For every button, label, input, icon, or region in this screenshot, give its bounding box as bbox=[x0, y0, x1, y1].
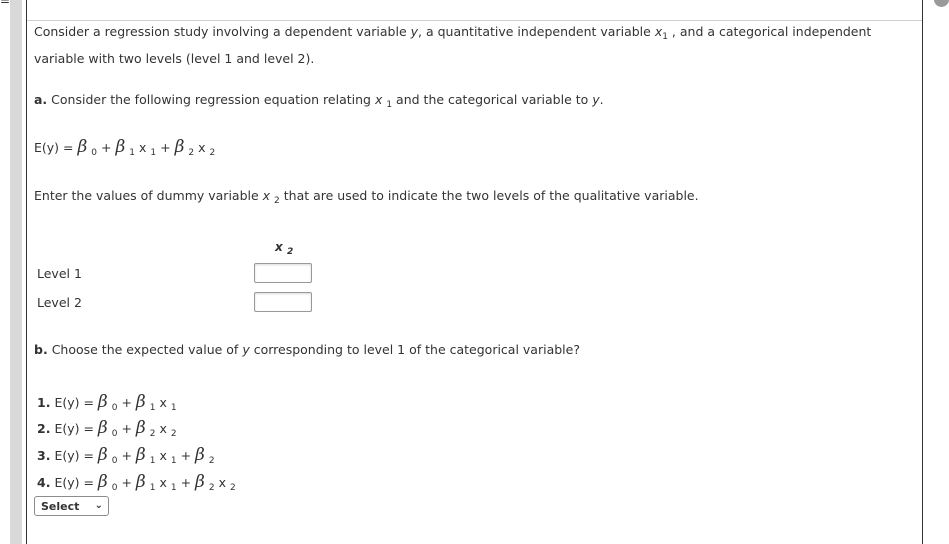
scroll-indicator[interactable] bbox=[934, 0, 949, 7]
option-3: 3. E(y) = β $_0$ + β $_1$ x $_1$ + β $_2$ bbox=[37, 445, 215, 466]
column-header-x2: x $_2$ bbox=[275, 240, 294, 257]
option-1: 1. E(y) = β $_0$ + β $_1$ x $_1$ bbox=[37, 392, 177, 413]
part-a-prompt: a. Consider the following regression equation relating x $_1$ and the categorical variable to y. bbox=[34, 92, 604, 110]
left-border bbox=[26, 0, 27, 544]
chevron-down-icon: ⌄ bbox=[94, 500, 103, 511]
question-intro: Consider a regression study involving a dependent variable y, a quantitative independent variable $x_1$ , and a categorical independent variable with two levels (level 1 and level 2). bbox=[34, 24, 872, 66]
left-gray-bar bbox=[10, 0, 22, 544]
answer-select[interactable] bbox=[34, 496, 109, 516]
dummy-variable-prompt: Enter the values of dummy variable x $_2$ that are used to indicate the two levels of the qualitative variable. bbox=[34, 188, 699, 206]
option-2: 2. E(y) = β $_0$ + β $_2$ x $_2$ bbox=[37, 418, 177, 439]
row-label-level-2: Level 2 bbox=[37, 295, 82, 310]
corner-glyph: = bbox=[0, 0, 11, 8]
row-label-level-1: Level 1 bbox=[37, 266, 82, 281]
right-border bbox=[922, 0, 923, 544]
level-2-input[interactable] bbox=[254, 292, 312, 312]
select-label: Select bbox=[41, 500, 80, 513]
option-4: 4. E(y) = β $_0$ + β $_1$ x $_1$ + β $_2$ x $_2$ bbox=[37, 472, 236, 493]
regression-equation: E(y) = β $_0$ + β $_1$ x $_1$ + β $_2$ x $_2$ bbox=[34, 137, 216, 158]
part-b-prompt: b. Choose the expected value of y corresponding to level 1 of the categorical variable? bbox=[34, 342, 580, 357]
level-1-input[interactable] bbox=[254, 263, 312, 283]
